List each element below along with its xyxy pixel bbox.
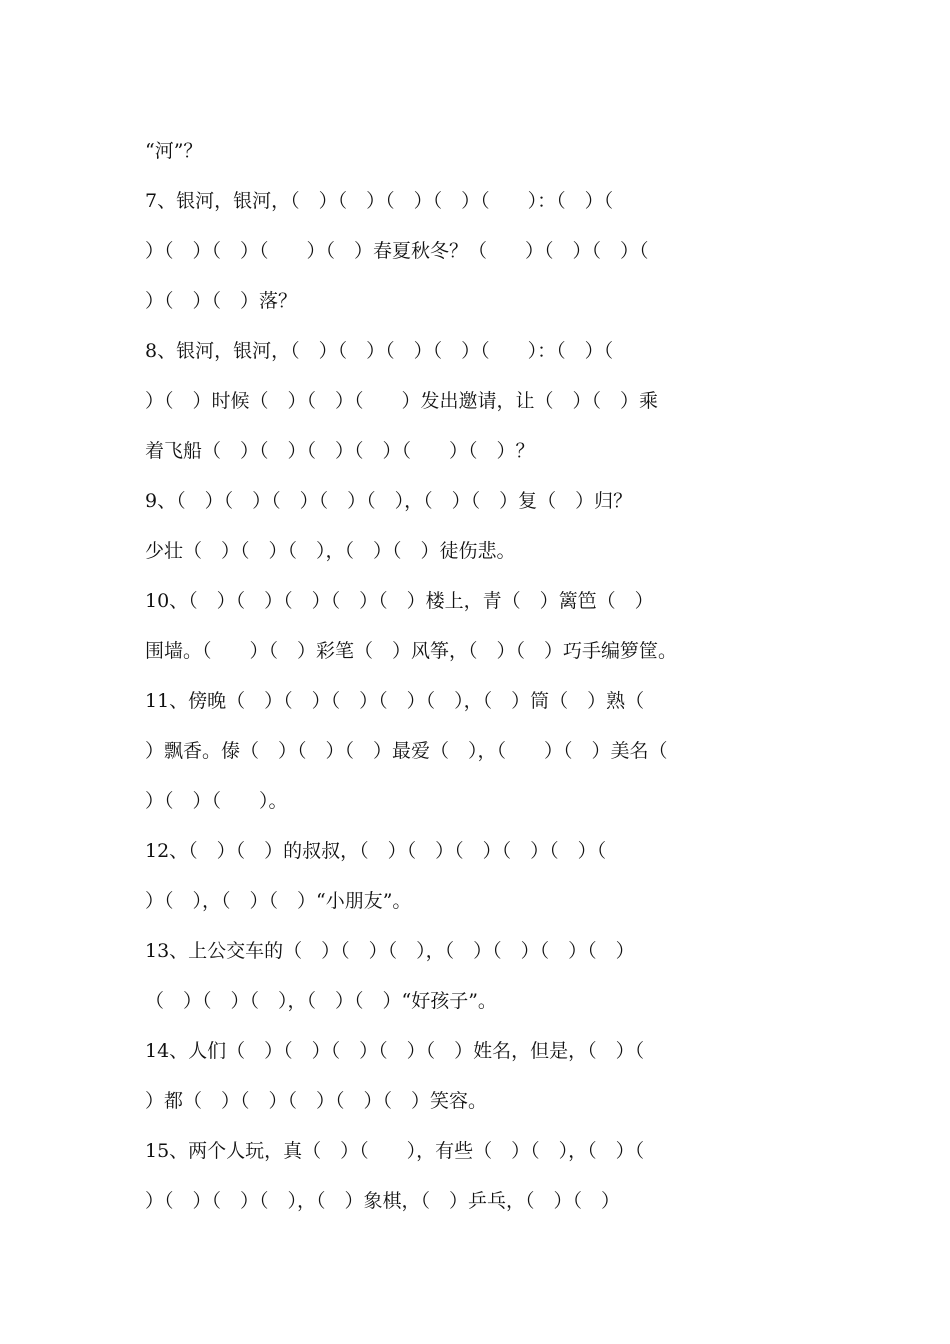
text-line: ）都（ ）（ ）（ ）（ ）（ ）笑容。: [145, 1090, 488, 1112]
text-line: 12、（ ）（ ）的叔叔，（ ）（ ）（ ）（ ）（ ）（: [145, 840, 607, 862]
worksheet-text: [145, 126, 810, 1226]
text-line: ）（ ）（ ）（ ）（ ）春夏秋冬？（ ）（ ）（ ）（: [145, 240, 649, 262]
text-line: ）（ ）（ ）落？: [145, 290, 298, 312]
text-line: 8、银河，银河，（ ）（ ）（ ）（ ）（ ）：（ ）（: [145, 340, 614, 362]
text-line: “河”？: [145, 140, 203, 162]
text-line: ）（ ），（ ）（ ）“小朋友”。: [145, 890, 412, 912]
text-line: ）（ ）时候（ ）（ ）（ ）发出邀请，让（ ）（ ）乘: [145, 390, 659, 412]
text-line: ）飘香。傣（ ）（ ）（ ）最爱（ ），（ ）（ ）美名（: [145, 740, 668, 762]
text-line: 13、上公交车的（ ）（ ）（ ），（ ）（ ）（ ）（ ）: [145, 940, 635, 962]
text-line: 少壮（ ）（ ）（ ），（ ）（ ）徒伤悲。: [145, 540, 516, 562]
text-line: ）（ ）（ ）（ ），（ ）象棋，（ ）乒乓，（ ）（ ）: [145, 1190, 621, 1212]
text-line: 14、人们（ ）（ ）（ ）（ ）（ ）姓名，但是，（ ）（: [145, 1040, 645, 1062]
text-line: 7、银河，银河，（ ）（ ）（ ）（ ）（ ）：（ ）（: [145, 190, 614, 212]
text-line: ）（ ）（ ）。: [145, 790, 288, 812]
text-line: 9、（ ）（ ）（ ）（ ）（ ），（ ）（ ）复（ ）归？: [145, 490, 633, 512]
text-line: 10、（ ）（ ）（ ）（ ）（ ）楼上，青（ ）篱笆（ ）: [145, 590, 654, 612]
text-line: 围墙。（ ）（ ）彩笔（ ）风筝，（ ）（ ）巧手编箩筐。: [145, 640, 678, 662]
text-line: 15、两个人玩，真（ ）（ ），有些（ ）（ ），（ ）（: [145, 1140, 645, 1162]
text-line: 着飞船（ ）（ ）（ ）（ ）（ ）（ ）？: [145, 440, 535, 462]
text-line: （ ）（ ）（ ），（ ）（ ）“好孩子”。: [145, 990, 497, 1012]
text-line: 11、傍晚（ ）（ ）（ ）（ ）（ ），（ ）筒（ ）熟（: [145, 690, 645, 712]
